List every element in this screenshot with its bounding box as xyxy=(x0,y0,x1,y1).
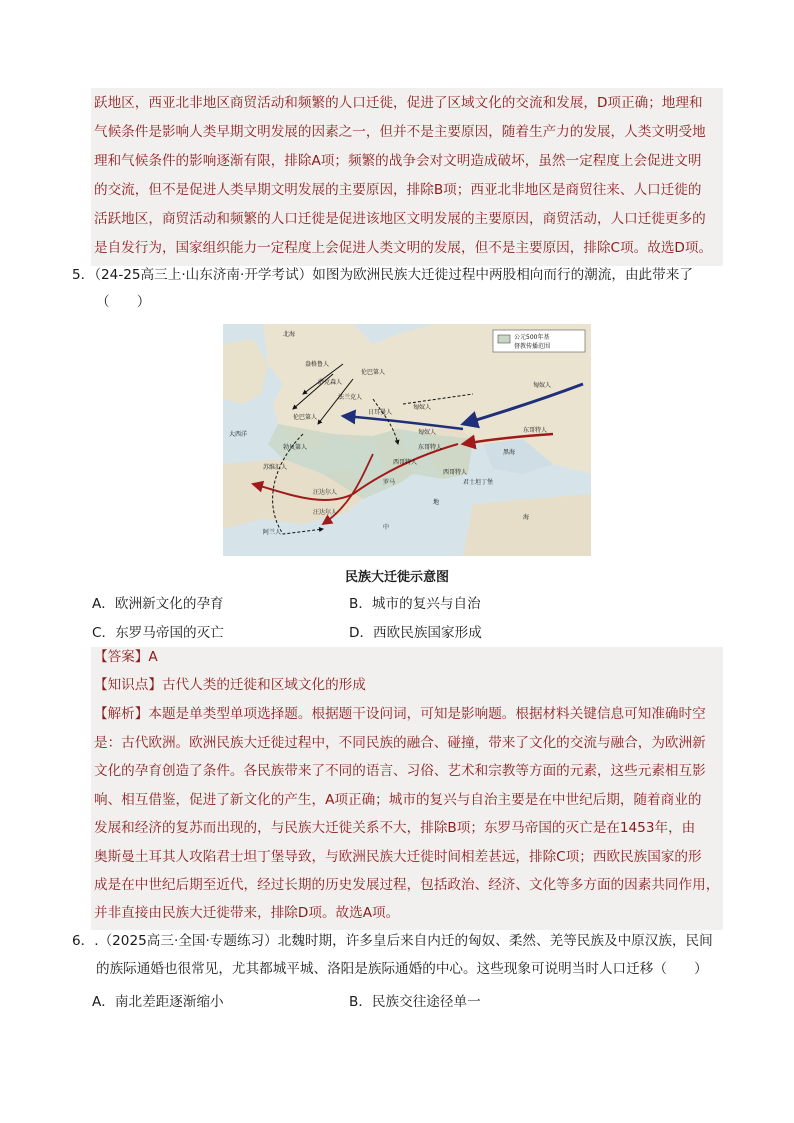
q5-analysis-line: 成是在中世纪后期至近代，经过长期的历史发展过程，包括政治、经济、文化等多方面的因素共同作用， xyxy=(94,877,720,893)
map-label-huns2: 匈奴人 xyxy=(418,429,437,436)
map-label-huns: 匈奴人 xyxy=(413,404,432,411)
question-5-stem: 5．（24-25高三上·山东济南·开学考试）如图为欧洲民族大迁徙过程中两股相向而行的潮流，由此带来了 xyxy=(72,267,693,283)
question-6-stem-line2: 的族际通婚也很常见，尤其都城平城、洛阳是族际通婚的中心。这些现象可说明当时人口迁移（ ） xyxy=(96,961,708,977)
prev-explanation-line: 理和气候条件的影响逐渐有限，排除A项；频繁的战争会对文明造成破坏，虽然一定程度上会促进文明 xyxy=(94,153,702,169)
map-label-han: 伦巴第人 xyxy=(293,414,318,421)
option-a[interactable]: A．欧洲新文化的孕育 xyxy=(92,596,224,612)
map-caption: 民族大迁徙示意图 xyxy=(344,570,449,585)
map-label-visigoths: 西哥特人 xyxy=(443,469,468,476)
map-label-ost2: 东哥特人 xyxy=(418,444,443,451)
map-label-med-2: 中 xyxy=(383,524,390,531)
q5-analysis-line: 发展和经济的复苏而出现的，与民族大迁徙关系不大，排除B项；东罗马帝国的灭亡是在1453年，由 xyxy=(94,820,696,836)
q5-answer: 【答案】A xyxy=(94,649,158,665)
map-label-lombards: 伦巴第人 xyxy=(361,369,386,376)
q5-analysis-line: 文化的孕育创造了条件。各民族带来了不同的语言、习俗、艺术和宗教等方面的元素，这些元素相互影 xyxy=(94,763,706,779)
map-label-vis2: 西哥特人 xyxy=(393,459,418,466)
q5-analysis-line: 奥斯曼土耳其人攻陷君士坦丁堡导致，与欧洲民族大迁徙时间相差甚远，排除C项；西欧民族国家的形 xyxy=(94,849,702,865)
map-legend-line1: 公元500年基 xyxy=(514,334,550,341)
map-label-gepids: 日耳曼人 xyxy=(368,409,393,416)
map-label-alans: 阿兰人 xyxy=(263,529,282,536)
migration-map xyxy=(223,324,591,556)
map-label-huns-east: 匈奴人 xyxy=(533,382,552,389)
question-5-blank: （ ） xyxy=(96,294,151,310)
q6-option-a[interactable]: A．南北差距逐渐缩小 xyxy=(92,994,224,1010)
q5-analysis-line: 并非直接由民族大迁徙带来，排除D项。故选A项。 xyxy=(94,905,400,921)
map-label-ostrogoths: 东哥特人 xyxy=(523,427,548,434)
prev-explanation-line: 的交流，但不是促进人类早期文明发展的主要原因，排除B项；西亚北非地区是商贸往来、人口迁徙的 xyxy=(94,182,702,198)
option-c[interactable]: C．东罗马帝国的灭亡 xyxy=(92,625,224,641)
option-b[interactable]: B．城市的复兴与自治 xyxy=(349,596,481,612)
migration-map-svg xyxy=(223,324,591,556)
map-label-constantinople: 君士坦丁堡 xyxy=(463,479,494,486)
q5-analysis-line: 【解析】本题是单类型单项选择题。根据题干设问词，可知是影响题。根据材料关键信息可知准确时空 xyxy=(94,706,706,722)
prev-explanation-line: 是自发行为，国家组织能力一定程度上会促进人类文明的发展，但不是主要原因，排除C项。故选D项。 xyxy=(94,240,713,256)
map-label-saxons2: 萨克森人 xyxy=(318,379,343,386)
map-label-rome: 罗马 xyxy=(383,479,396,486)
map-label-sea-right: 海 xyxy=(523,514,530,521)
q5-analysis-line: 响、相互借鉴，促进了新文化的产生，A项正确；城市的复兴与自治主要是在中世纪后期，随着商业的 xyxy=(94,792,702,808)
map-label-vandals: 汪达尔人 xyxy=(313,489,338,496)
prev-explanation-line: 跃地区，西亚北非地区商贸活动和频繁的人口迁徙，促进了区域文化的交流和发展，D项正确；地理和 xyxy=(94,95,703,111)
prev-explanation-line: 活跃地区，商贸活动和频繁的人口迁徙是促进该地区文明发展的主要原因，商贸活动，人口迁徙更多的 xyxy=(94,211,706,227)
map-label-atlantic: 大西洋 xyxy=(229,431,248,438)
map-label-suebi: 苏维汇人 xyxy=(263,464,288,471)
q6-option-b[interactable]: B．民族交往途径单一 xyxy=(349,994,481,1010)
map-label-burgundians: 勃艮第人 xyxy=(283,444,308,451)
prev-explanation-line: 气候条件是影响人类早期文明发展的因素之一，但并不是主要原因，随着生产力的发展，人类文明受地 xyxy=(94,124,706,140)
map-label-saxons: 盎格鲁人 xyxy=(305,361,330,368)
q5-analysis-line: 是：古代欧洲。欧洲民族大迁徙过程中，不同民族的融合、碰撞，带来了文化的交流与融合，为欧洲新 xyxy=(94,735,706,751)
map-label-north-sea: 北海 xyxy=(283,331,296,338)
map-label-franks: 法兰克人 xyxy=(338,394,363,401)
map-label-med-1: 地 xyxy=(433,499,440,506)
map-label-black-sea: 黑海 xyxy=(503,449,516,456)
q5-knowledge-point: 【知识点】古代人类的迁徙和区域文化的形成 xyxy=(94,677,366,693)
map-legend-line2: 督教传播范围 xyxy=(514,343,551,350)
question-6-stem: 6．.（2025高三·全国·专题练习）北魏时期，许多皇后来自内迁的匈奴、柔然、羌等民族及中原汉族，民间 xyxy=(72,933,713,949)
option-d[interactable]: D．西欧民族国家形成 xyxy=(349,625,482,641)
map-label-vandals2: 汪达尔人 xyxy=(313,509,338,516)
